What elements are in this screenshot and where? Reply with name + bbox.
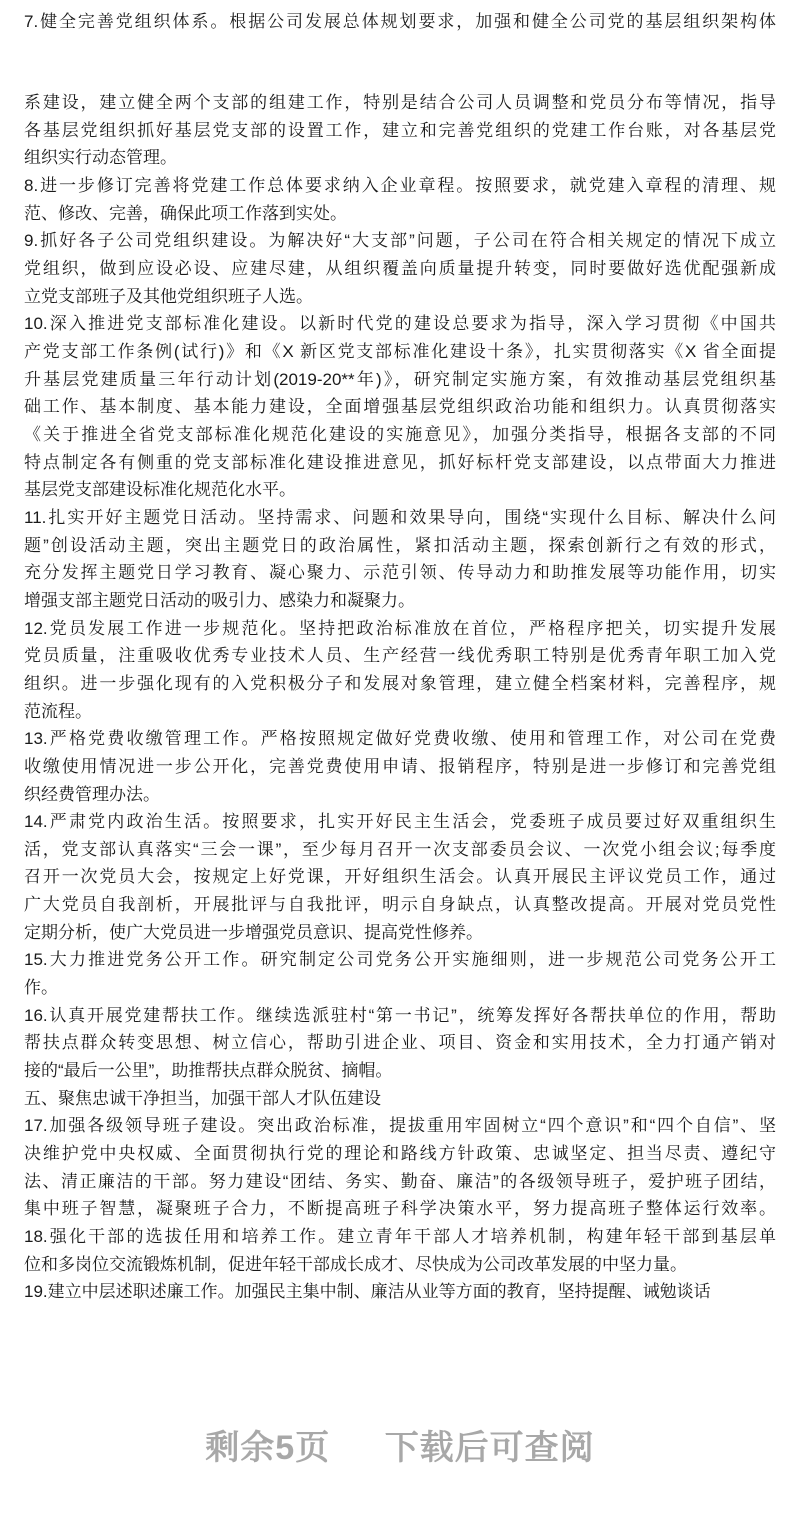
paragraph-line: 14.严肃党内政治生活。按照要求，扎实开好民主生活会，党委班子成员要过好双重组织生 — [24, 812, 776, 832]
paragraph-line: 18.强化干部的选拔任用和培养工作。建立青年干部人才培养机制，构建年轻干部到基层单 — [24, 1227, 776, 1247]
paragraph-line: 各基层党组织抓好基层党支部的设置工作，建立和完善党组织的党建工作台账，对各基层党 — [24, 120, 776, 140]
paragraph-line: 础工作、基本制度、基本能力建设，全面增强基层党组织政治功能和组织力。认真贯彻落实 — [24, 397, 776, 417]
paragraph-line: 党员质量，注重吸收优秀专业技术人员、生产经营一线优秀职工特别是优秀青年职工加入党 — [24, 646, 776, 666]
paragraph-line: 广大党员自我剖析，开展批评与自我批评，明示自身缺点，认真整改提高。开展对党员党性 — [24, 895, 776, 915]
paragraph-line: 11.扎实开好主题党日活动。坚持需求、问题和效果导向，围绕“实现什么目标、解决什么问 — [24, 507, 776, 527]
paragraph-line: 位和多岗位交流锻炼机制，促进年轻干部成长成才、尽快成为公司改革发展的中坚力量。 — [24, 1254, 687, 1274]
section-heading: 五、聚焦忠诚干净担当，加强干部人才队伍建设 — [24, 1088, 381, 1108]
paragraph-line: 7.健全完善党组织体系。根据公司发展总体规划要求，加强和健全公司党的基层组织架构体 — [24, 12, 776, 31]
paragraph-line: 系建设，建立健全两个支部的组建工作，特别是结合公司人员调整和党员分布等情况，指导 — [24, 93, 776, 112]
paragraph-line: 党组织，做到应设必设、应建尽建，从组织覆盖向质量提升转变，同时要做好选优配强新成 — [24, 258, 776, 278]
paragraph-line: 12.党员发展工作进一步规范化。坚持把政治标准放在首位，严格程序把关，切实提升发展 — [24, 618, 776, 638]
paragraph-line: 接的“最后一公里”，助推帮扶点群众脱贫、摘帽。 — [24, 1061, 393, 1081]
paragraph-line: 收缴使用情况进一步公开化，完善党费使用申请、报销程序，特别是进一步修订和完善党组 — [24, 756, 776, 776]
paragraph-line: 立党支部班子及其他党组织班子人选。 — [24, 286, 313, 306]
paragraph-line: 19.建立中层述职述廉工作。加强民主集中制、廉洁从业等方面的教育，坚持提醒、诫勉谈话 — [24, 1282, 711, 1302]
paragraph-line: 13.严格党费收缴管理工作。严格按照规定做好党费收缴、使用和管理工作，对公司在党费 — [24, 729, 776, 749]
remaining-pages-label: 剩余5页 — [205, 1429, 331, 1467]
paragraph-line: 定期分析，使广大党员进一步增强党员意识、提高党性修养。 — [24, 922, 483, 942]
paragraph-line: 《关于推进全省党支部标准化规范化建设的实施意见》，加强分类指导，根据各支部的不同 — [24, 424, 776, 444]
preview-footer[interactable] — [0, 1420, 800, 1469]
paragraph-line: 决维护党中央权威、全面贯彻执行党的理论和路线方针政策、忠诚坚定、担当尽责、遵纪守 — [24, 1144, 776, 1164]
paragraph-line: 8.进一步修订完善将党建工作总体要求纳入企业章程。按照要求，就党建入章程的清理、规 — [24, 175, 776, 195]
paragraph-line: 法、清正廉洁的干部。努力建设“团结、务实、勤奋、廉洁”的各级领导班子，爱护班子团结， — [24, 1171, 776, 1191]
paragraph-line: 9.抓好各子公司党组织建设。为解决好“大支部”问题，子公司在符合相关规定的情况下成立 — [24, 231, 776, 251]
paragraph-line: 充分发挥主题党日学习教育、凝心聚力、示范引领、传导动力和助推发展等功能作用，切实 — [24, 563, 776, 583]
paragraph-line: 组织。进一步强化现有的入党积极分子和发展对象管理，建立健全档案材料，完善程序，规 — [24, 673, 776, 693]
paragraph-line: 范、修改、完善，确保此项工作落到实处。 — [24, 203, 347, 223]
paragraph-line: 召开一次党员大会，按规定上好党课，开好组织生活会。认真开展民主评议党员工作，通过 — [24, 867, 776, 887]
paragraph-line: 作。 — [24, 978, 58, 998]
paragraph-line: 产党支部工作条例(试行)》和《X 新区党支部标准化建设十条》，扎实贯彻落实《X 省全面提 — [24, 341, 776, 361]
paragraph-line: 15.大力推进党务公开工作。研究制定公司党务公开实施细则，进一步规范公司党务公开工 — [24, 950, 776, 970]
paragraph-line: 组织实行动态管理。 — [24, 148, 177, 168]
paragraph-line: 活，党支部认真落实“三会一课”，至少每月召开一次支部委员会议、一次党小组会议;每季度 — [24, 839, 776, 859]
paragraph-line: 集中班子智慧，凝聚班子合力，不断提高班子科学决策水平，努力提高班子整体运行效率。 — [24, 1199, 776, 1219]
download-hint-label[interactable]: 下载后可查阅 — [384, 1429, 595, 1467]
paragraph-line: 题”创设活动主题，突出主题党日的政治属性，紧扣活动主题，探索创新行之有效的形式， — [24, 535, 776, 555]
paragraph-line: 增强支部主题党日活动的吸引力、感染力和凝聚力。 — [24, 590, 415, 610]
paragraph-line: 升基层党建质量三年行动计划(2019-20**年)》，研究制定实施方案，有效推动基层党组织基 — [24, 369, 776, 389]
paragraph-line: 16.认真开展党建帮扶工作。继续选派驻村“第一书记”，统筹发挥好各帮扶单位的作用，帮助 — [24, 1005, 776, 1025]
paragraph-line: 基层党支部建设标准化规范化水平。 — [24, 480, 296, 500]
paragraph-line: 特点制定各有侧重的党支部标准化建设推进意见，抓好标杆党支部建设，以点带面大力推进 — [24, 452, 776, 472]
paragraph-line: 织经费管理办法。 — [24, 784, 160, 804]
paragraph-line: 范流程。 — [24, 701, 92, 721]
paragraph-line: 10.深入推进党支部标准化建设。以新时代党的建设总要求为指导，深入学习贯彻《中国共 — [24, 314, 776, 334]
paragraph-line: 17.加强各级领导班子建设。突出政治标准，提拔重用牢固树立“四个意识”和“四个自信”、坚 — [24, 1116, 776, 1136]
paragraph-line: 帮扶点群众转变思想、树立信心，帮助引进企业、项目、资金和实用技术，全力打通产销对 — [24, 1033, 776, 1053]
